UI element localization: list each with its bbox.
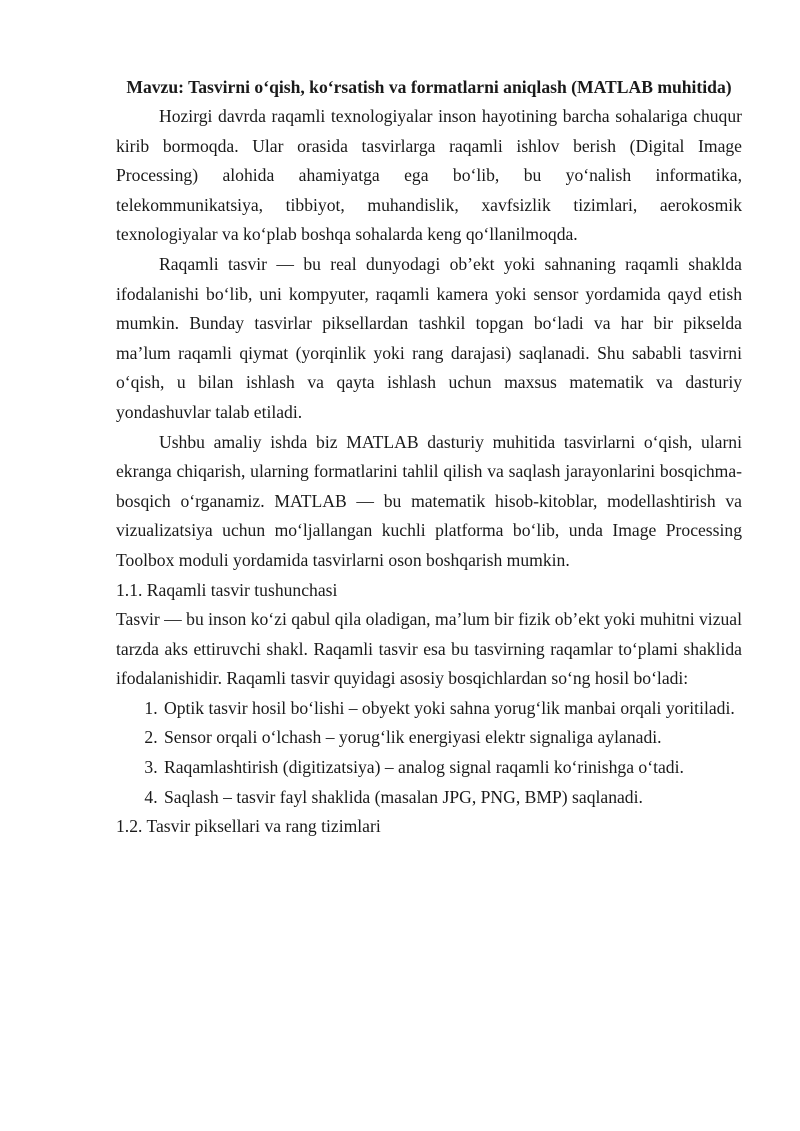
intro-paragraph-3: Ushbu amaliy ishda biz MATLAB dasturiy muhitida tasvirlarni o‘qish, ularni ekranga chiqarish, ularning formatlarini tahlil qilish va saqlash jarayonlarini bosqichma-bosqich o‘rganamiz. MATLAB — bu matematik hisob-kitoblar, modellashtirish va vizualizatsiya uchun mo‘ljallangan kuchli platforma bo‘lib, unda Image Processing Toolbox moduli yordamida tasvirlarni oson boshqarish mumkin. — [116, 431, 742, 570]
section-1-1-text: Tasvir — bu inson ko‘zi qabul qila oladigan, ma’lum bir fizik ob’ekt yoki muhitni vizual tarzda aks ettiruvchi shakl. Raqamli tasvir esa bu tasvirning raqamlar to‘plami shaklida ifodalanishidir. Raqamli tasvir quyidagi asosiy bosqichlardan so‘ng hosil bo‘ladi: — [116, 609, 742, 689]
section-heading-1-1: 1.1. Raqamli tasvir tushunchasi — [116, 579, 338, 600]
list-item: 2. Sensor orqali o‘lchash – yorug‘lik energiyasi elektr signaliga aylanadi. — [162, 723, 742, 753]
document-title: Mavzu: Tasvirni o‘qish, ko‘rsatish va formatlarni aniqlash (MATLAB muhitida) — [126, 77, 732, 97]
digital-image-steps-list — [116, 694, 742, 812]
list-item: 4. Saqlash – tasvir fayl shaklida (masalan JPG, PNG, BMP) saqlanadi. — [162, 783, 742, 813]
list-item: 1. Optik tasvir hosil bo‘lishi – obyekt yoki sahna yorug‘lik manbai orqali yoritiladi. — [162, 694, 742, 724]
intro-paragraph-1: Hozirgi davrda raqamli texnologiyalar inson hayotining barcha sohalariga chuqur kirib bormoqda. Ular orasida tasvirlarga raqamli ishlov berish (Digital Image Processing) alohida ahamiyatga ega bo‘lib, bu yo‘nalish informatika, telekommunikatsiya, tibbiyot, muhandislik, xavfsizlik tizimlari, aerokosmik texnologiyalar va ko‘plab boshqa sohalarda keng qo‘llanilmoqda. — [116, 106, 742, 245]
list-item: 3. Raqamlashtirish (digitizatsiya) – analog signal raqamli ko‘rinishga o‘tadi. — [162, 753, 742, 783]
intro-paragraph-2: Raqamli tasvir — bu real dunyodagi ob’ekt yoki sahnaning raqamli shaklda ifodalanishi bo‘lib, uni kompyuter, raqamli kamera yoki sensor yordamida qayd etish mumkin. Bunday tasvirlar piksellardan tashkil topgan bo‘ladi va har bir pikselda ma’lum raqamli qiymat (yorqinlik yoki rang darajasi) saqlanadi. Shu sababli tasvirni o‘qish, u bilan ishlash va qayta ishlash uchun maxsus matematik va dasturiy yondashuvlar talab etiladi. — [116, 253, 742, 422]
section-heading-1-2: 1.2. Tasvir piksellari va rang tizimlari — [116, 816, 381, 837]
